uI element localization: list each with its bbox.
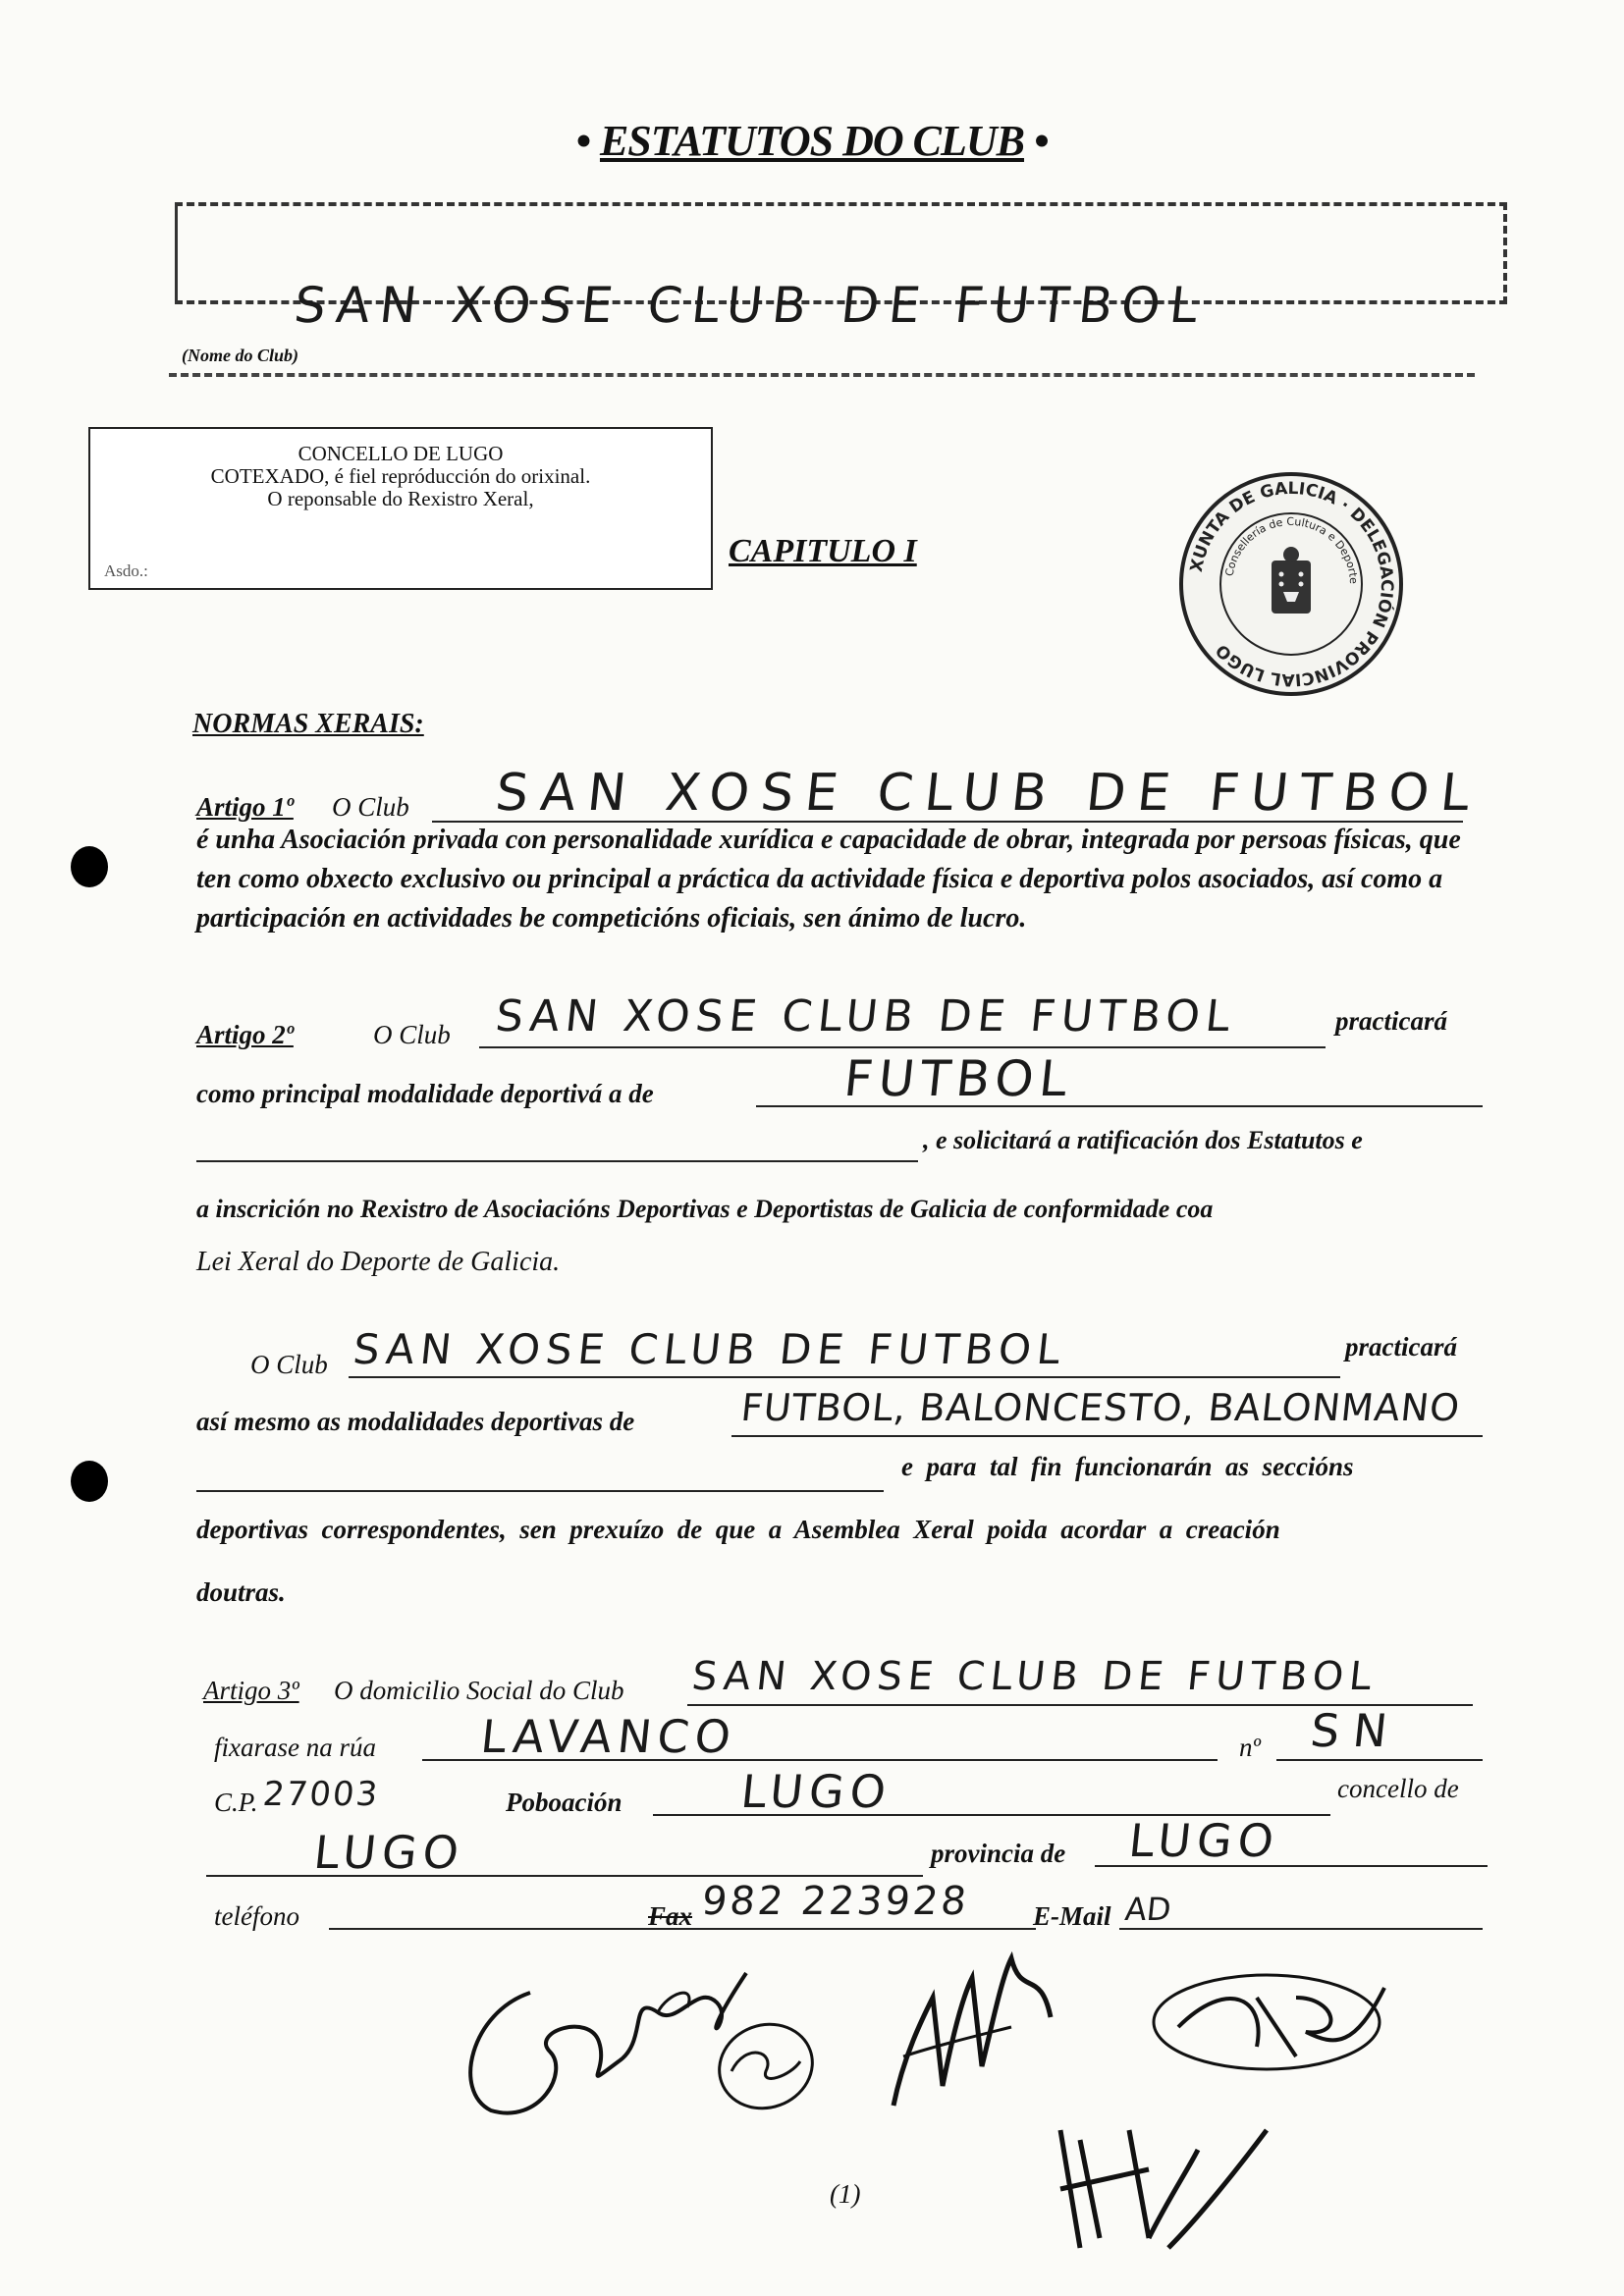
title-bullet-right-icon: •	[1024, 117, 1049, 165]
chapter-heading: CAPITULO I	[729, 533, 917, 569]
artigo2-doutras: doutras.	[196, 1577, 286, 1607]
artigo3-fax-handwritten: 982 223928	[699, 1879, 972, 1924]
artigo2-club2-handwritten: SAN XOSE CLUB DE FUTBOL	[351, 1325, 1069, 1373]
punch-hole-bottom	[71, 1461, 108, 1502]
artigo1-label: Artigo 1º	[196, 792, 294, 822]
artigo2-modalidade-handwritten: FUTBOL	[840, 1050, 1076, 1107]
signature-4	[1139, 1958, 1414, 2086]
artigo3-club-handwritten: SAN XOSE CLUB DE FUTBOL	[689, 1654, 1380, 1699]
section-heading: NORMAS XERAIS:	[192, 709, 424, 739]
artigo3-email-line	[1119, 1928, 1483, 1930]
title-bullet-left-icon: •	[575, 117, 600, 165]
artigo3-cp-handwritten: 27003	[260, 1775, 382, 1814]
club-name-caption: (Nome do Club)	[182, 346, 298, 365]
artigo2-club2-lead: O Club	[250, 1350, 328, 1379]
cotexado-line1: CONCELLO DE LUGO	[298, 442, 504, 465]
artigo2-club-line	[479, 1046, 1326, 1048]
artigo2-club-handwritten: SAN XOSE CLUB DE FUTBOL	[493, 991, 1239, 1041]
artigo2-practicara2: practicará	[1345, 1332, 1457, 1362]
artigo3-lead: O domicilio Social do Club	[334, 1676, 624, 1705]
cotexado-signed-label: Asdo.:	[104, 561, 148, 580]
artigo3-numero-line	[1276, 1759, 1483, 1761]
club-name-handwritten: SAN XOSE CLUB DE FUTBOL	[291, 277, 1211, 334]
seal-inner-text: Consellería de Cultura e Deporte	[1222, 514, 1361, 585]
artigo3-label: Artigo 3º	[203, 1676, 299, 1705]
artigo2-rexistro: a inscrición no Rexistro de Asociacións Deportivas e Deportistas de Galicia de conformidade coa	[196, 1195, 1214, 1223]
page-number: (1)	[830, 2179, 861, 2209]
artigo1-lead: O Club	[332, 792, 409, 822]
artigo2-ratificacion: , e solicitará a ratificación dos Estatutos e	[923, 1126, 1363, 1154]
artigo3-poboacion-handwritten: LUGO	[738, 1765, 894, 1818]
artigo1-text: é unha Asociación privada con personalidade xurídica e capacidade de obrar, integrada por persoas físicas, que ten como obxecto exclusivo ou principal a práctica da actividade física e deportiva polos asociados, así como a participación en actividades be competicións oficiais, sen ánimo de lucro.	[196, 825, 1461, 934]
artigo2-modalidades-line	[731, 1435, 1483, 1437]
artigo3-numero-label: nº	[1239, 1733, 1261, 1762]
cotexado-line2: COTEXADO, é fiel repróducción do orixinal.	[210, 464, 591, 488]
artigo3-rua-handwritten: LAVANCO	[478, 1710, 739, 1763]
cotexado-box	[88, 427, 713, 590]
artigo2-seccions-line	[196, 1490, 884, 1492]
xunta-seal	[1173, 466, 1409, 702]
artigo2-lei: Lei Xeral do Deporte de Galicia.	[196, 1247, 561, 1277]
artigo2-blank-line	[196, 1160, 918, 1162]
artigo1-club-handwritten: SAN XOSE CLUB DE FUTBOL	[492, 764, 1485, 823]
artigo3-fax-label: Fax	[648, 1901, 693, 1931]
signature-3	[864, 1939, 1060, 2135]
artigo3-cp-label: C.P.	[214, 1788, 258, 1817]
artigo2-lead: O Club	[373, 1020, 451, 1049]
divider-dashed	[169, 373, 1475, 377]
artigo2-club2-line	[349, 1376, 1340, 1378]
signature-2	[707, 2012, 835, 2120]
artigo2-correspondentes: deportivas correspondentes, sen prexuízo de que a Asemblea Xeral poida acordar a creación	[196, 1515, 1280, 1544]
artigo2-seccions: e para tal fin funcionarán as seccións	[901, 1452, 1354, 1481]
page-title: • ESTATUTOS DO CLUB •	[575, 117, 1049, 165]
artigo2-practicara: practicará	[1335, 1006, 1447, 1036]
artigo2-asimesmo: así mesmo as modalidades deportivas de	[196, 1407, 635, 1436]
cotexado-line3: O reponsable do Rexistro Xeral,	[267, 487, 534, 510]
artigo3-concello-handwritten: LUGO	[311, 1826, 467, 1879]
punch-hole-top	[71, 846, 108, 887]
signature-5	[1041, 2110, 1276, 2258]
artigo3-concello-label: concello de	[1337, 1774, 1459, 1803]
artigo3-email-handwritten: AD	[1123, 1891, 1173, 1928]
artigo3-rua-label: fixarase na rúa	[214, 1733, 376, 1762]
seal-outer-text: XUNTA DE GALICIA · DELEGACIÓN PROVINCIAL LUGO	[1186, 478, 1397, 690]
artigo2-modalidade-lead: como principal modalidade deportivá a de	[196, 1079, 654, 1108]
artigo3-poboacion-label: Poboación	[506, 1788, 623, 1817]
artigo3-provincia-handwritten: LUGO	[1126, 1814, 1282, 1867]
artigo2-modalidades-handwritten: FUTBOL, BALONCESTO, BALONMANO	[738, 1386, 1463, 1429]
artigo3-numero-handwritten: SN	[1308, 1704, 1404, 1757]
artigo3-provincia-label: provincia de	[931, 1839, 1066, 1868]
artigo3-email-label: E-Mail	[1033, 1901, 1111, 1931]
artigo2-label: Artigo 2º	[196, 1020, 294, 1049]
artigo3-telefono-label: teléfono	[214, 1901, 299, 1931]
